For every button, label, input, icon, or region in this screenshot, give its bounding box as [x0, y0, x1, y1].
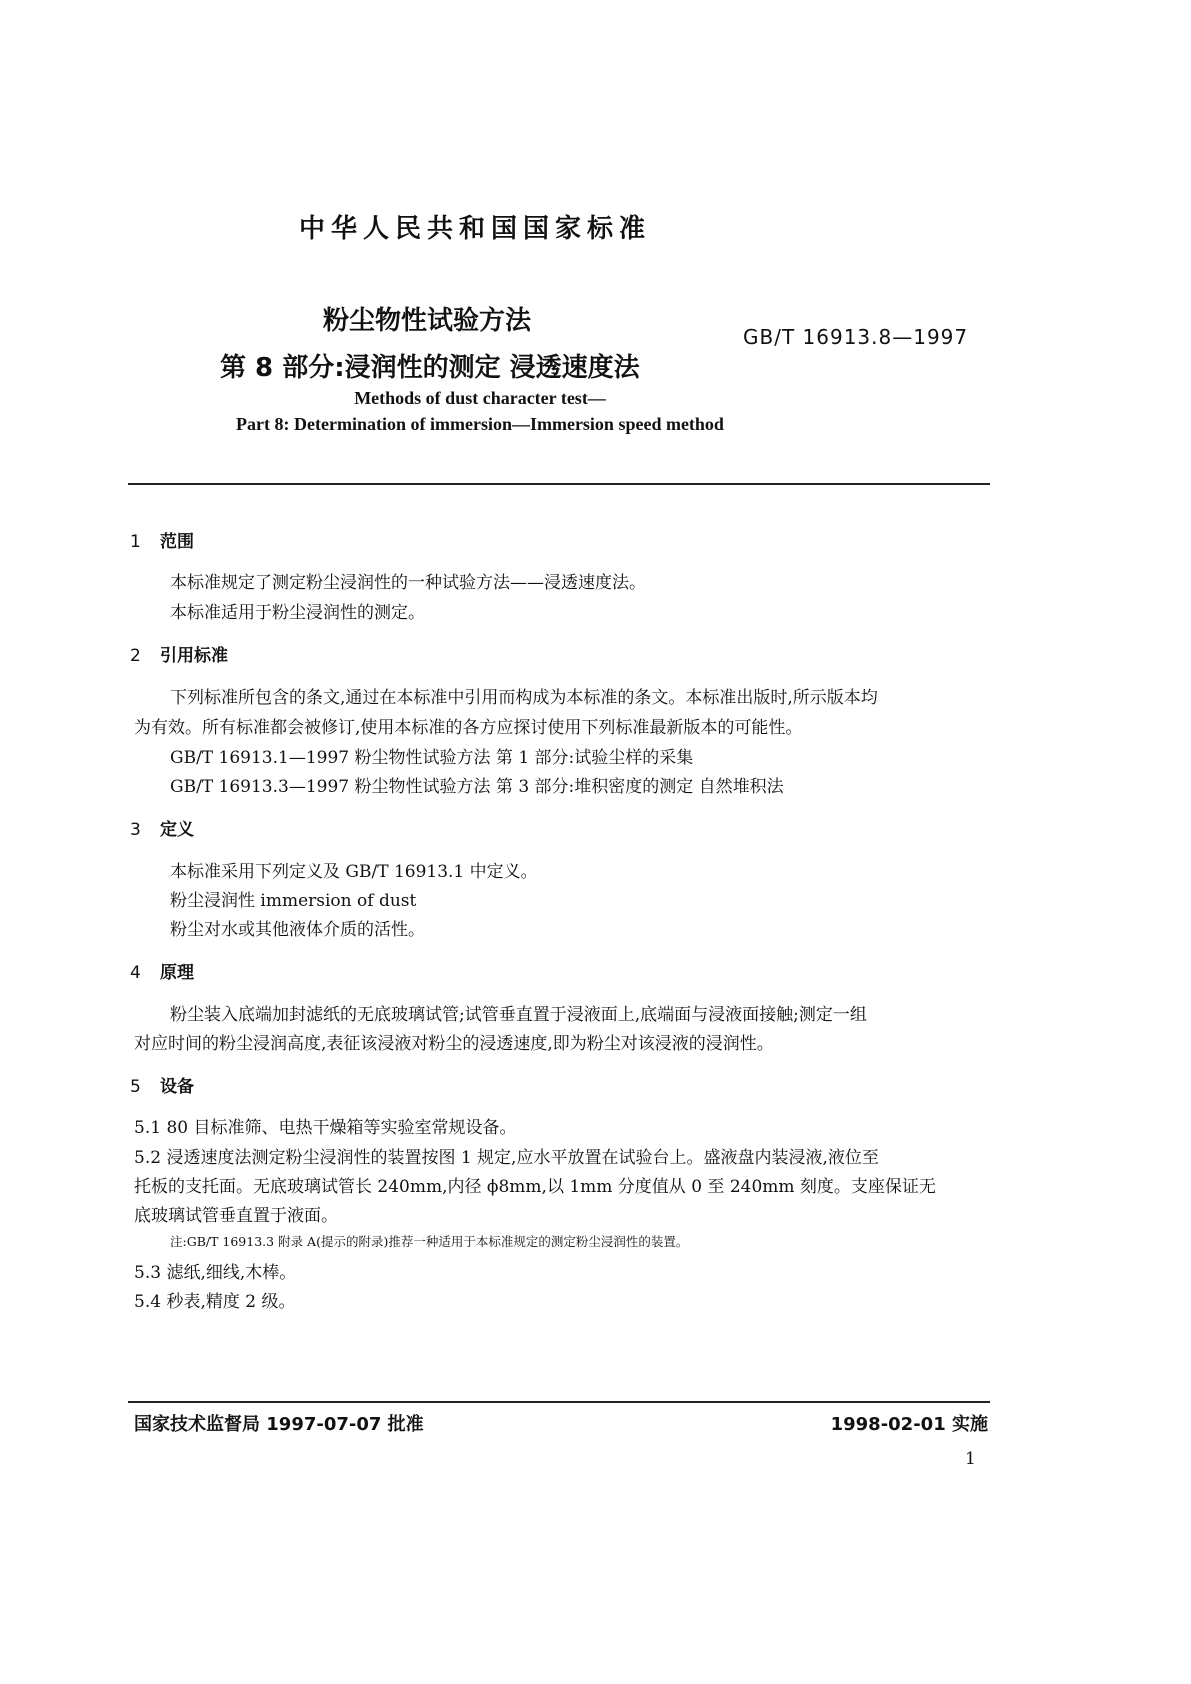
footer-divider	[128, 1401, 990, 1403]
reference-1: GB/T 16913.1—1997 粉尘物性试验方法 第 1 部分:试验尘样的采集	[170, 748, 694, 768]
title-cn-line1: 粉尘物性试验方法	[323, 306, 532, 336]
section-4-number: 4	[130, 963, 141, 983]
section-4-para-line1: 粉尘装入底端加封滤纸的无底玻璃试管;试管垂直置于浸液面上,底端面与浸液面接触;测定一组	[170, 1005, 867, 1025]
item-5-2-line2: 托板的支托面。无底玻璃试管长 240mm,内径 ϕ8mm,以 1mm 分度值从 0 至 240mm 刻度。支座保证无	[134, 1177, 936, 1197]
section-2-title: 引用标准	[160, 646, 228, 666]
item-5-2-line1: 5.2 浸透速度法测定粉尘浸润性的装置按图 1 规定,应水平放置在试验台上。盛液盘内装浸液,液位至	[134, 1148, 879, 1168]
section-3-number: 3	[130, 820, 141, 840]
item-5-2-line3: 底玻璃试管垂直置于液面。	[134, 1206, 338, 1226]
page-number: 1	[965, 1449, 976, 1469]
section-1-heading	[130, 527, 194, 552]
section-3-heading	[130, 815, 194, 840]
section-4-title: 原理	[160, 963, 194, 983]
note-5-2: 注:GB/T 16913.3 附录 A(提示的附录)推荐一种适用于本标准规定的测定粉尘浸润性的装置。	[170, 1234, 689, 1249]
national-standard-heading: 中华人民共和国国家标准	[298, 214, 651, 244]
section-3-title: 定义	[160, 820, 194, 840]
section-2-number: 2	[130, 646, 141, 666]
definition-term: 粉尘浸润性 immersion of dust	[170, 891, 417, 911]
title-en-line2: Part 8: Determination of immersion—Immersion speed method	[236, 414, 724, 434]
title-cn-line2: 第 8 部分:浸润性的测定 浸透速度法	[220, 353, 640, 383]
section-2-heading	[130, 641, 228, 666]
section-4-para-line2: 对应时间的粉尘浸润高度,表征该浸液对粉尘的浸透速度,即为粉尘对该浸液的浸润性。	[134, 1034, 774, 1054]
section-5-title: 设备	[160, 1077, 194, 1097]
definition-text: 粉尘对水或其他液体介质的活性。	[170, 920, 425, 940]
section-1-para-2: 本标准适用于粉尘浸润性的测定。	[170, 603, 425, 623]
section-1-para-1: 本标准规定了测定粉尘浸润性的一种试验方法——浸透速度法。	[170, 573, 646, 593]
title-en-line1: Methods of dust character test—	[354, 388, 606, 408]
section-2-para-line2: 为有效。所有标准都会被修订,使用本标准的各方应探讨使用下列标准最新版本的可能性。	[134, 718, 803, 738]
item-5-3: 5.3 滤纸,细线,木棒。	[134, 1263, 297, 1283]
approval-date: 国家技术监督局 1997-07-07 批准	[134, 1414, 424, 1435]
section-4-heading	[130, 958, 194, 983]
section-1-title: 范围	[160, 532, 194, 552]
effective-date: 1998-02-01 实施	[830, 1414, 988, 1435]
standard-code: GB/T 16913.8—1997	[743, 325, 969, 349]
item-5-4: 5.4 秒表,精度 2 级。	[134, 1292, 296, 1312]
item-5-1: 5.1 80 目标准筛、电热干燥箱等实验室常规设备。	[134, 1118, 517, 1138]
section-5-heading	[130, 1072, 194, 1097]
section-3-para-1: 本标准采用下列定义及 GB/T 16913.1 中定义。	[170, 862, 538, 882]
section-5-number: 5	[130, 1077, 141, 1097]
reference-2: GB/T 16913.3—1997 粉尘物性试验方法 第 3 部分:堆积密度的测定 自然堆积法	[170, 777, 784, 797]
section-1-number: 1	[130, 532, 141, 552]
header-divider	[128, 483, 990, 485]
section-2-para-line1: 下列标准所包含的条文,通过在本标准中引用而构成为本标准的条文。本标准出版时,所示版本均	[170, 688, 878, 708]
